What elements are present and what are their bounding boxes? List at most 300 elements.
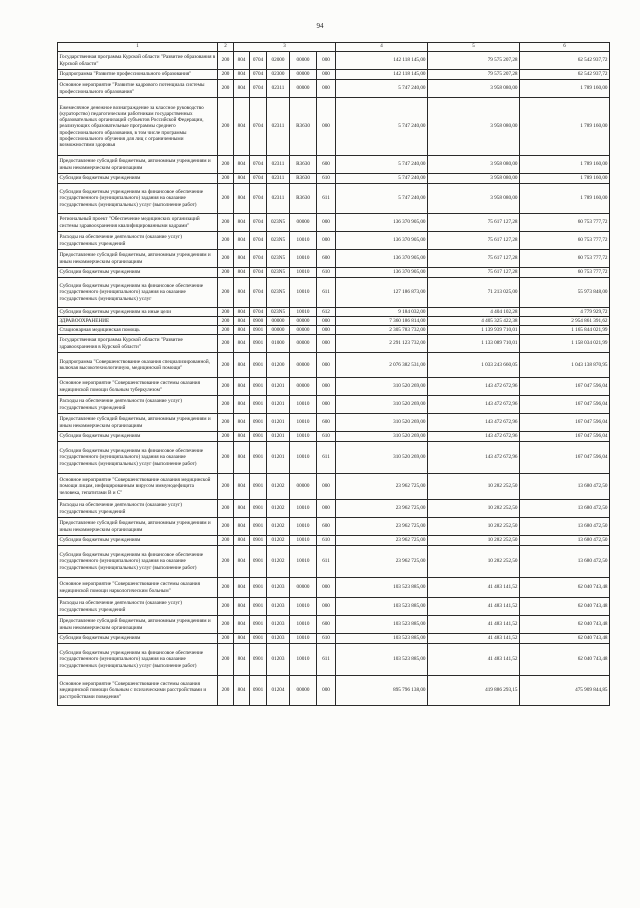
code-direction: 10010 [290,442,317,474]
row-name: Субсидии бюджетным учреждениям на финансовое обеспечение государственного (муниципального) задания на оказание государственных (муниципальных) услуг (выполнение работ) [58,546,218,578]
code-program: 01201 [267,378,290,396]
code-admin: 200 [218,353,234,378]
table-row [58,518,610,536]
code-direction: 10010 [290,432,317,442]
code-section: 0901 [250,634,267,644]
code-program: 01203 [267,578,290,598]
code-section: 0704 [250,232,267,250]
code-program: 01203 [267,598,290,616]
amount-executed: 3 958 080,00 [428,80,520,98]
amount-approved: 23 962 725,00 [336,500,428,518]
row-name: Основное мероприятие "Развитие кадрового потенциала системы профессионального образования" [58,80,218,98]
code-section: 0704 [250,214,267,232]
code-program: 01201 [267,442,290,474]
code-department: 804 [234,578,250,598]
code-direction: 00000 [290,353,317,378]
code-admin: 200 [218,598,234,616]
amount-remaining: 60 753 777,72 [520,214,610,232]
amount-executed: 143 472 672,96 [428,414,520,432]
code-expense-type: 600 [317,250,336,268]
amount-executed: 10 282 252,50 [428,500,520,518]
amount-approved: 5 747 240,00 [336,184,428,214]
row-name: Основное мероприятие "Совершенствование системы оказания медицинской помощи больным с психическими расстройствами и расстройствами поведения" [58,676,218,706]
amount-remaining: 62 040 743,48 [520,616,610,634]
amount-approved: 895 796 138,00 [336,676,428,706]
amount-remaining: 1 043 138 870,95 [520,353,610,378]
amount-executed: 10 282 252,50 [428,518,520,536]
row-name: Субсидии бюджетным учреждениям на финансовое обеспечение государственного (муниципального) задания на оказание государственных (муниципальных) услуг [58,278,218,308]
amount-approved: 2 305 783 732,00 [336,326,428,335]
code-direction: R3630 [290,98,317,156]
table-row [58,214,610,232]
code-department: 804 [234,80,250,98]
code-program: 01202 [267,474,290,500]
amount-executed: 3 958 080,00 [428,174,520,184]
amount-approved: 5 747 240,00 [336,156,428,174]
code-admin: 200 [218,442,234,474]
amount-remaining: 1 789 160,00 [520,156,610,174]
code-admin: 200 [218,52,234,70]
row-name: Расходы на обеспечение деятельности (оказание услуг) государственных учреждений [58,396,218,414]
code-program: 00000 [267,326,290,335]
table-row [58,378,610,396]
code-direction: 00000 [290,474,317,500]
code-direction: 10010 [290,250,317,268]
code-section: 0901 [250,396,267,414]
amount-remaining: 1 165 844 021,99 [520,326,610,335]
code-department: 804 [234,536,250,546]
amount-remaining: 1 789 160,00 [520,80,610,98]
code-admin: 200 [218,644,234,676]
amount-approved: 142 118 145,00 [336,52,428,70]
code-direction: 00000 [290,378,317,396]
code-expense-type: 610 [317,174,336,184]
code-expense-type: 000 [317,676,336,706]
row-name: Субсидии бюджетным учреждениям [58,268,218,278]
code-admin: 200 [218,432,234,442]
amount-approved: 136 370 905,00 [336,250,428,268]
code-section: 0704 [250,174,267,184]
amount-remaining: 60 753 777,72 [520,250,610,268]
amount-executed: 75 617 127,28 [428,232,520,250]
code-expense-type: 612 [317,308,336,317]
amount-remaining: 13 680 472,50 [520,536,610,546]
amount-approved: 103 523 885,00 [336,578,428,598]
code-admin: 200 [218,98,234,156]
code-section: 0704 [250,156,267,174]
code-program: 02311 [267,156,290,174]
code-department: 804 [234,414,250,432]
code-direction: 00000 [290,335,317,353]
header-col-5: 5 [428,43,520,52]
code-section: 0901 [250,353,267,378]
amount-approved: 103 523 885,00 [336,598,428,616]
code-department: 804 [234,250,250,268]
code-program: 01201 [267,414,290,432]
amount-remaining: 13 680 472,50 [520,546,610,578]
row-name: Предоставление субсидий бюджетным, автономным учреждениям и иным некоммерческим организациям [58,156,218,174]
code-admin: 200 [218,676,234,706]
table-row [58,317,610,326]
code-direction: 00000 [290,80,317,98]
code-direction: 10010 [290,414,317,432]
table-row [58,232,610,250]
amount-remaining: 1 158 034 021,99 [520,335,610,353]
amount-approved: 310 520 269,00 [336,442,428,474]
code-section: 0704 [250,278,267,308]
amount-remaining: 1 789 160,00 [520,184,610,214]
code-section: 0704 [250,98,267,156]
row-name: Субсидии бюджетным учреждениям на финансовое обеспечение государственного (муниципального) задания на оказание государственных (муниципальных) услуг (выполнение работ) [58,442,218,474]
code-direction: R3630 [290,156,317,174]
amount-approved: 136 370 905,00 [336,268,428,278]
code-expense-type: 610 [317,536,336,546]
table-row [58,616,610,634]
code-admin: 200 [218,378,234,396]
code-program: 01203 [267,616,290,634]
code-department: 804 [234,278,250,308]
code-expense-type: 000 [317,353,336,378]
code-program: 02311 [267,80,290,98]
amount-remaining: 167 047 596,04 [520,396,610,414]
amount-executed: 3 958 080,00 [428,98,520,156]
amount-executed: 75 617 127,28 [428,268,520,278]
row-name: Субсидии бюджетным учреждениям [58,634,218,644]
code-admin: 200 [218,174,234,184]
code-department: 804 [234,98,250,156]
code-section: 0901 [250,616,267,634]
code-department: 804 [234,474,250,500]
code-section: 0704 [250,184,267,214]
table-row [58,598,610,616]
amount-executed: 41 483 141,52 [428,644,520,676]
code-program: 02300 [267,70,290,80]
code-expense-type: 000 [317,80,336,98]
table-row [58,98,610,156]
code-department: 804 [234,378,250,396]
amount-remaining: 13 680 472,50 [520,500,610,518]
table-row [58,326,610,335]
code-department: 804 [234,232,250,250]
amount-approved: 310 520 269,00 [336,414,428,432]
code-admin: 200 [218,308,234,317]
code-program: 01203 [267,634,290,644]
code-department: 804 [234,52,250,70]
amount-remaining: 4 779 929,72 [520,308,610,317]
amount-approved: 9 184 032,00 [336,308,428,317]
code-expense-type: 000 [317,474,336,500]
amount-executed: 41 483 141,52 [428,578,520,598]
code-department: 804 [234,500,250,518]
amount-executed: 41 483 141,52 [428,634,520,644]
code-program: 023N5 [267,250,290,268]
amount-executed: 41 483 141,52 [428,616,520,634]
code-expense-type: 000 [317,578,336,598]
table-row [58,536,610,546]
row-name: Расходы на обеспечение деятельности (оказание услуг) государственных учреждений [58,598,218,616]
code-direction: 10010 [290,616,317,634]
amount-approved: 310 520 269,00 [336,396,428,414]
code-direction: 10010 [290,500,317,518]
code-department: 804 [234,174,250,184]
code-program: 023N5 [267,214,290,232]
table-row [58,442,610,474]
amount-executed: 10 282 252,50 [428,546,520,578]
code-admin: 200 [218,396,234,414]
code-direction: 10010 [290,536,317,546]
code-program: 01000 [267,335,290,353]
table-row [58,500,610,518]
code-program: 01203 [267,644,290,676]
code-section: 0901 [250,578,267,598]
code-expense-type: 611 [317,278,336,308]
amount-approved: 5 747 240,00 [336,98,428,156]
table-row [58,278,610,308]
code-direction: 10010 [290,396,317,414]
amount-approved: 310 520 269,00 [336,378,428,396]
row-name: Субсидии бюджетным учреждениям [58,536,218,546]
code-admin: 200 [218,214,234,232]
row-name: Субсидии бюджетным учреждениям на иные цели [58,308,218,317]
code-admin: 200 [218,278,234,308]
table-row [58,644,610,676]
code-admin: 200 [218,536,234,546]
code-expense-type: 000 [317,598,336,616]
amount-executed: 1 033 243 660,05 [428,353,520,378]
code-department: 804 [234,317,250,326]
code-direction: 00000 [290,70,317,80]
row-name: ЗДРАВООХРАНЕНИЕ [58,317,218,326]
code-direction: 00000 [290,214,317,232]
amount-remaining: 1 789 160,00 [520,174,610,184]
code-department: 804 [234,432,250,442]
amount-remaining: 167 047 596,04 [520,414,610,432]
code-admin: 200 [218,500,234,518]
code-admin: 200 [218,518,234,536]
code-direction: 10010 [290,278,317,308]
table-row [58,156,610,174]
code-admin: 200 [218,474,234,500]
amount-executed: 10 282 252,50 [428,474,520,500]
code-department: 804 [234,644,250,676]
row-name: Предоставление субсидий бюджетным, автономным учреждениям и иным некоммерческим организациям [58,616,218,634]
table-header-row [58,43,610,52]
table-row [58,268,610,278]
code-admin: 200 [218,80,234,98]
amount-executed: 71 213 025,00 [428,278,520,308]
amount-approved: 2 076 382 531,00 [336,353,428,378]
code-section: 0901 [250,536,267,546]
amount-remaining: 475 909 844,85 [520,676,610,706]
table-row [58,676,610,706]
code-expense-type: 611 [317,184,336,214]
code-expense-type: 000 [317,70,336,80]
budget-table [57,42,610,706]
table-row [58,52,610,70]
amount-approved: 7 360 186 814,00 [336,317,428,326]
code-expense-type: 610 [317,634,336,644]
code-section: 0704 [250,70,267,80]
code-admin: 200 [218,70,234,80]
code-expense-type: 600 [317,616,336,634]
row-name: Основное мероприятие "Совершенствование системы оказания медицинской помощи наркологическим больным" [58,578,218,598]
row-name: Региональный проект "Обеспечение медицинских организаций системы здравоохранения квалифицированными кадрами" [58,214,218,232]
code-program: 02000 [267,52,290,70]
row-name: Подпрограмма "Совершенствование оказания специализированной, включая высокотехнологичную, медицинской помощи" [58,353,218,378]
header-col-4: 4 [336,43,428,52]
code-program: 023N5 [267,232,290,250]
amount-approved: 142 118 145,00 [336,70,428,80]
amount-approved: 23 962 725,00 [336,518,428,536]
code-program: 023N5 [267,278,290,308]
code-department: 804 [234,335,250,353]
amount-executed: 10 282 252,50 [428,536,520,546]
code-department: 804 [234,353,250,378]
amount-remaining: 62 040 743,48 [520,598,610,616]
amount-approved: 310 520 269,00 [336,432,428,442]
code-section: 0901 [250,546,267,578]
code-department: 804 [234,518,250,536]
amount-approved: 23 962 725,00 [336,536,428,546]
code-section: 0901 [250,326,267,335]
code-direction: 10010 [290,644,317,676]
code-program: 023N5 [267,268,290,278]
amount-remaining: 60 753 777,72 [520,232,610,250]
amount-remaining: 167 047 596,04 [520,432,610,442]
table-row [58,308,610,317]
row-name: Ежемесячное денежное вознаграждение за классное руководство (кураторство) педагогическим работникам государственных образовательных организаций субъектов Российской Федерации, реализующих образовательные программы среднего профессионального образования, в том числе программы профессионального обучения для лиц с ограниченными возможностями здоровья [58,98,218,156]
code-admin: 200 [218,326,234,335]
row-name: Расходы на обеспечение деятельности (оказание услуг) государственных учреждений [58,232,218,250]
code-direction: 00000 [290,578,317,598]
row-name: Расходы на обеспечение деятельности (оказание услуг) государственных учреждений [58,500,218,518]
amount-executed: 79 575 207,28 [428,70,520,80]
amount-remaining: 62 040 743,48 [520,578,610,598]
code-direction: 10010 [290,546,317,578]
table-row [58,474,610,500]
code-expense-type: 610 [317,432,336,442]
code-direction: 00000 [290,317,317,326]
code-section: 0704 [250,52,267,70]
amount-approved: 5 747 240,00 [336,174,428,184]
code-admin: 200 [218,268,234,278]
code-expense-type: 600 [317,156,336,174]
code-program: 01204 [267,676,290,706]
amount-executed: 1 133 089 710,01 [428,335,520,353]
code-expense-type: 611 [317,644,336,676]
amount-remaining: 167 047 596,04 [520,442,610,474]
code-section: 0901 [250,644,267,676]
amount-remaining: 1 789 160,00 [520,98,610,156]
code-department: 804 [234,616,250,634]
amount-executed: 75 617 127,28 [428,250,520,268]
amount-executed: 4 405 325 422,38 [428,317,520,326]
code-admin: 200 [218,156,234,174]
amount-executed: 3 958 080,00 [428,184,520,214]
table-row [58,414,610,432]
code-expense-type: 000 [317,378,336,396]
code-expense-type: 000 [317,52,336,70]
row-name: Предоставление субсидий бюджетным, автономным учреждениям и иным некоммерческим организациям [58,250,218,268]
code-department: 804 [234,184,250,214]
code-admin: 200 [218,578,234,598]
code-department: 804 [234,598,250,616]
code-department: 804 [234,156,250,174]
code-section: 0901 [250,598,267,616]
code-program: 023N5 [267,308,290,317]
header-col-3: 3 [234,43,336,52]
row-name: Предоставление субсидий бюджетным, автономным учреждениям и иным некоммерческим организациям [58,414,218,432]
code-program: 01202 [267,536,290,546]
row-name: Субсидии бюджетным учреждениям [58,174,218,184]
code-direction: 10010 [290,598,317,616]
code-section: 0901 [250,474,267,500]
amount-executed: 1 139 939 710,01 [428,326,520,335]
row-name: Субсидии бюджетным учреждениям на финансовое обеспечение государственного (муниципального) задания на оказание государственных (муниципальных) услуг (выполнение работ) [58,644,218,676]
code-direction: 10010 [290,268,317,278]
code-department: 804 [234,70,250,80]
code-section: 0704 [250,268,267,278]
code-expense-type: 000 [317,500,336,518]
code-program: 01202 [267,500,290,518]
amount-executed: 79 575 207,28 [428,52,520,70]
code-expense-type: 000 [317,232,336,250]
amount-remaining: 167 047 596,04 [520,378,610,396]
row-name: Предоставление субсидий бюджетным, автономным учреждениям и иным некоммерческим организациям [58,518,218,536]
amount-remaining: 62 040 743,48 [520,634,610,644]
row-name: Субсидии бюджетным учреждениям [58,432,218,442]
code-expense-type: 600 [317,414,336,432]
amount-executed: 143 472 672,96 [428,442,520,474]
row-name: Субсидии бюджетным учреждениям на финансовое обеспечение государственного (муниципального) задания на оказание государственных (муниципальных) услуг (выполнение работ) [58,184,218,214]
code-section: 0901 [250,432,267,442]
code-section: 0704 [250,80,267,98]
table-row [58,174,610,184]
amount-executed: 419 886 293,15 [428,676,520,706]
code-expense-type: 600 [317,518,336,536]
amount-approved: 103 523 885,00 [336,616,428,634]
code-program: 01202 [267,518,290,536]
code-department: 804 [234,308,250,317]
code-department: 804 [234,442,250,474]
code-program: 01202 [267,546,290,578]
amount-executed: 4 404 102,28 [428,308,520,317]
code-program: 02311 [267,98,290,156]
code-section: 0901 [250,500,267,518]
code-admin: 200 [218,250,234,268]
code-direction: 10010 [290,518,317,536]
code-direction: 10010 [290,308,317,317]
code-program: 01200 [267,353,290,378]
amount-approved: 127 186 873,00 [336,278,428,308]
code-section: 0901 [250,335,267,353]
code-expense-type: 611 [317,442,336,474]
code-admin: 200 [218,317,234,326]
code-direction: 10010 [290,634,317,644]
code-section: 0901 [250,442,267,474]
code-expense-type: 611 [317,546,336,578]
code-program: 02311 [267,184,290,214]
code-direction: 00000 [290,676,317,706]
table-row [58,578,610,598]
code-section: 0704 [250,308,267,317]
code-section: 0900 [250,317,267,326]
row-name: Подпрограмма "Развитие профессионального образования" [58,70,218,80]
amount-remaining: 62 542 937,72 [520,70,610,80]
code-admin: 200 [218,546,234,578]
amount-approved: 23 962 725,00 [336,474,428,500]
table-row [58,432,610,442]
